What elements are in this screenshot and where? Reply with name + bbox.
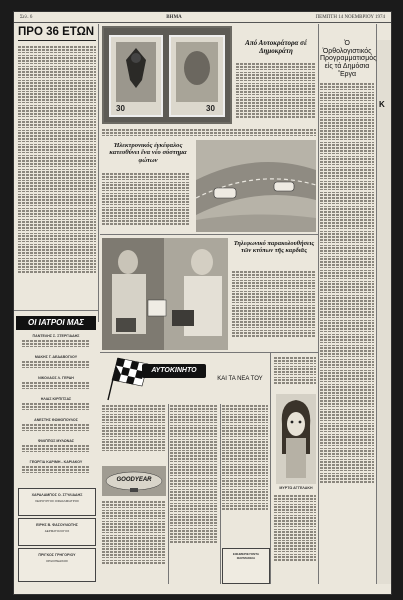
cardio-image [102, 238, 228, 350]
ad-2-line: ΔΕΡΜΑΤΟΛΟΓΟΣ [44, 529, 70, 533]
doctor-details [22, 381, 90, 393]
portrait-body [274, 494, 316, 582]
svg-text:30: 30 [116, 104, 125, 113]
stamps-photo [102, 26, 232, 124]
portrait-image [276, 394, 316, 484]
auto-body-3 [170, 404, 218, 582]
goodyear-blimp-photo [102, 466, 166, 496]
road-image [196, 140, 316, 232]
doctor-name: ΠΑΝΤΕΛΗΣ Σ. ΣΤΕΡΓΙΑΔΗΣ [32, 334, 80, 338]
doctor-name: ΜΑΚΗΣ Γ. ΔΕΔΑΒΟΓΛΟΥ [34, 355, 78, 359]
portrait-photo [276, 394, 316, 484]
stamps-image [102, 26, 232, 124]
auto-body-1 [102, 404, 166, 464]
pharmacy-title: ΕΦΗΜΕΡΙΕΥΟΝΤΑ ΦΑΡΜΑΚΕΙΑ [232, 552, 260, 560]
row-divider [100, 234, 318, 235]
doctor-name: ΝΙΚΟΛΑΟΣ Λ. ΓΕΡΔΗ [38, 376, 74, 380]
row-divider [100, 352, 318, 353]
column-divider [168, 404, 169, 584]
paper-name: ΒΗΜΑ [166, 14, 182, 20]
auto-badge: ΑΥΤΟΚΙΝΗΤΟ [142, 364, 206, 378]
portrait-intro-text [274, 356, 316, 392]
newspaper-page [14, 12, 391, 594]
doctor-details [22, 444, 90, 456]
cardio-body [232, 270, 316, 350]
doctor-details [22, 402, 90, 414]
doctor-details [22, 339, 90, 351]
doctor-name: ΦΙΛΙΠΠΟΣ ΜΥΛΩΝΑΣ [37, 439, 75, 443]
ad-3-title: ΠΡΙΓΚΟΣ ΓΡΗΓΟΡΙΟΥ [38, 553, 76, 557]
doctor-name: ΑΝΕΣΤΗΣ ΘΩΜΟΠΟΥΛΟΣ [34, 418, 78, 422]
column-divider [220, 404, 221, 584]
electronic-headline: Ἠλεκτρονικός ἐγκέφαλος κατευθύνει ἕνα νέο σύστημα φώτων [109, 142, 187, 164]
doctors-list [18, 334, 94, 484]
side-letter: K [379, 100, 385, 109]
accounting-headline: Ὁ Ὀρθολογιστικός Προγραμματισμός εἰς τά Δημόσια Ἔργα [320, 40, 377, 78]
doctor-details [22, 465, 90, 477]
doctor-details [22, 360, 90, 372]
column-divider [318, 24, 319, 584]
stamps-headline: Από Αυτοκράτορα σέ Δημοκράτη [245, 39, 307, 55]
portrait-name: ΜΥΡΤΩ ΑΓΓΕΛΑΚΗ [279, 486, 313, 490]
cardio-photo [102, 238, 228, 350]
page-header [14, 12, 391, 23]
column-divider [270, 352, 271, 584]
next-page-edge [377, 40, 391, 584]
ad-box-3 [18, 548, 96, 582]
road-photo [196, 140, 316, 232]
ad-3-line: ΟΡΘΟΠΕΔΙΚΟΣ [45, 559, 69, 563]
accounting-body [320, 82, 374, 582]
doctor-name: ΓΕΩΡΓΙΑ ΚΑΡΙΜΗ - ΚΑΡΙΑΚΟΥ [29, 460, 83, 464]
ad-1-title: ΧΑΡΑΛΑΜΠΟΣ Ο. ΣΤΥΛΙΑΔΗΣ [31, 493, 83, 497]
checkered-flag-icon [102, 356, 150, 402]
doctor-details [22, 423, 90, 435]
page-number: Σελ. 6 [20, 14, 33, 20]
doctor-name: ΗΛΙΑΣ ΚΙΡΠΙΤΣΑΣ [40, 397, 72, 401]
ad-box-2 [18, 518, 96, 546]
ad-box-1 [18, 488, 96, 516]
pro-36-body [18, 45, 96, 303]
electronic-body [102, 172, 190, 232]
ad-2-title: ΕΙΡΗΣ Β. ΦΑΣΟΥΛΙΩΤΗΣ [36, 523, 78, 527]
goodyear-label: GOODYEAR [116, 477, 152, 483]
doctors-heading: ΟΙ ΙΑΤΡΟΙ ΜΑΣ [16, 316, 96, 330]
stamps-body-lower [102, 128, 316, 138]
auto-body-4 [222, 404, 268, 544]
cardio-headline: Τηλεφωνικό παρακολουθήσεις τῶν κτύπων τῆς καρδιᾶς [233, 240, 315, 255]
auto-banner [102, 356, 268, 402]
stamps-body [236, 62, 316, 124]
ad-1-line: ΧΕΙΡΟΥΡΓΟΣ ΟΦΘΑΛΜΙΑΤΡΟΣ [35, 499, 79, 503]
auto-subtitle: ΚΑΙ ΤΑ ΝΕΑ ΤΟΥ [217, 376, 263, 382]
column-divider [98, 24, 99, 322]
pharmacy-box [222, 548, 270, 584]
auto-body-2 [102, 500, 166, 582]
row-divider [14, 310, 98, 311]
pro-36-heading: ΠΡΟ 36 ΕΤΩΝ [18, 26, 96, 41]
date-line: ΠΕΜΠΤΗ 14 ΝΟΕΜΒΡΙΟΥ 1974 [315, 14, 385, 20]
svg-text:30: 30 [206, 104, 215, 113]
